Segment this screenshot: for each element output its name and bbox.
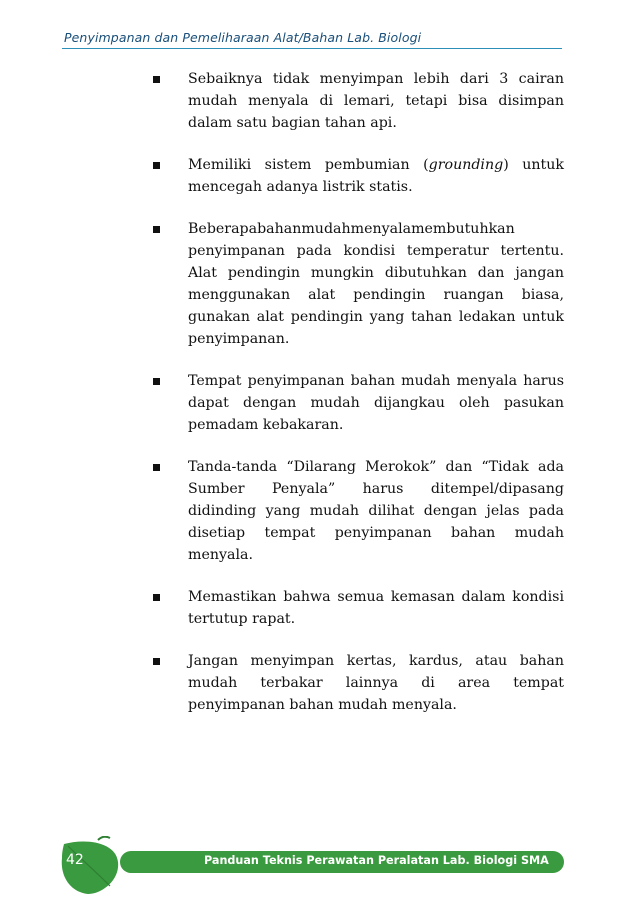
page-number: 42 bbox=[66, 852, 84, 868]
list-item bbox=[150, 218, 564, 350]
list-item bbox=[150, 68, 564, 134]
bullet-text: Sebaiknya tidak menyimpan lebih dari 3 cairan mudah menyala di lemari, tetapi bisa disimpan dalam satu bagian tahan api. bbox=[188, 71, 564, 131]
square-bullet-icon bbox=[153, 464, 160, 471]
list-item bbox=[150, 456, 564, 566]
bullet-text: Beberapabahanmudahmenyalamembutuhkan penyimpanan pada kondisi temperatur tertentu. Alat pendingin mungkin dibutuhkan dan jangan menggunakan alat pendingin ruangan biasa, gunakan alat pendingin yang tahan ledakan untuk penyimpanan. bbox=[188, 221, 564, 347]
bullet-text: Memastikan bahwa semua kemasan dalam kondisi tertutup rapat. bbox=[188, 589, 564, 627]
bullet-text-part: ) untuk mencegah adanya listrik statis. bbox=[188, 157, 564, 195]
list-item bbox=[150, 154, 564, 198]
bullet-text: Tanda-tanda “Dilarang Merokok” dan “Tidak ada Sumber Penyala” harus ditempel/dipasang didinding yang mudah dilihat dengan jelas pada disetiap tempat penyimpanan bahan mudah menyala. bbox=[188, 459, 564, 563]
square-bullet-icon bbox=[153, 594, 160, 601]
square-bullet-icon bbox=[153, 162, 160, 169]
bullet-text: Jangan menyimpan kertas, kardus, atau bahan mudah terbakar lainnya di area tempat penyimpanan bahan mudah menyala. bbox=[188, 653, 564, 713]
header-divider bbox=[62, 48, 562, 49]
square-bullet-icon bbox=[153, 226, 160, 233]
bullet-text-part: Memiliki sistem pembumian ( bbox=[188, 157, 429, 173]
running-header-title: Penyimpanan dan Pemeliharaan Alat/Bahan Lab. Biologi bbox=[64, 30, 422, 45]
bullet-text-emphasis: grounding bbox=[428, 157, 504, 173]
square-bullet-icon bbox=[153, 658, 160, 665]
list-item bbox=[150, 370, 564, 436]
square-bullet-icon bbox=[153, 76, 160, 83]
list-item bbox=[150, 650, 564, 716]
bullet-list bbox=[150, 68, 564, 736]
footer-title: Panduan Teknis Perawatan Peralatan Lab. Biologi SMA bbox=[204, 854, 549, 867]
list-item bbox=[150, 586, 564, 630]
bullet-text bbox=[188, 154, 564, 198]
bullet-text: Tempat penyimpanan bahan mudah menyala harus dapat dengan mudah dijangkau oleh pasukan pemadam kebakaran. bbox=[188, 373, 564, 433]
square-bullet-icon bbox=[153, 378, 160, 385]
